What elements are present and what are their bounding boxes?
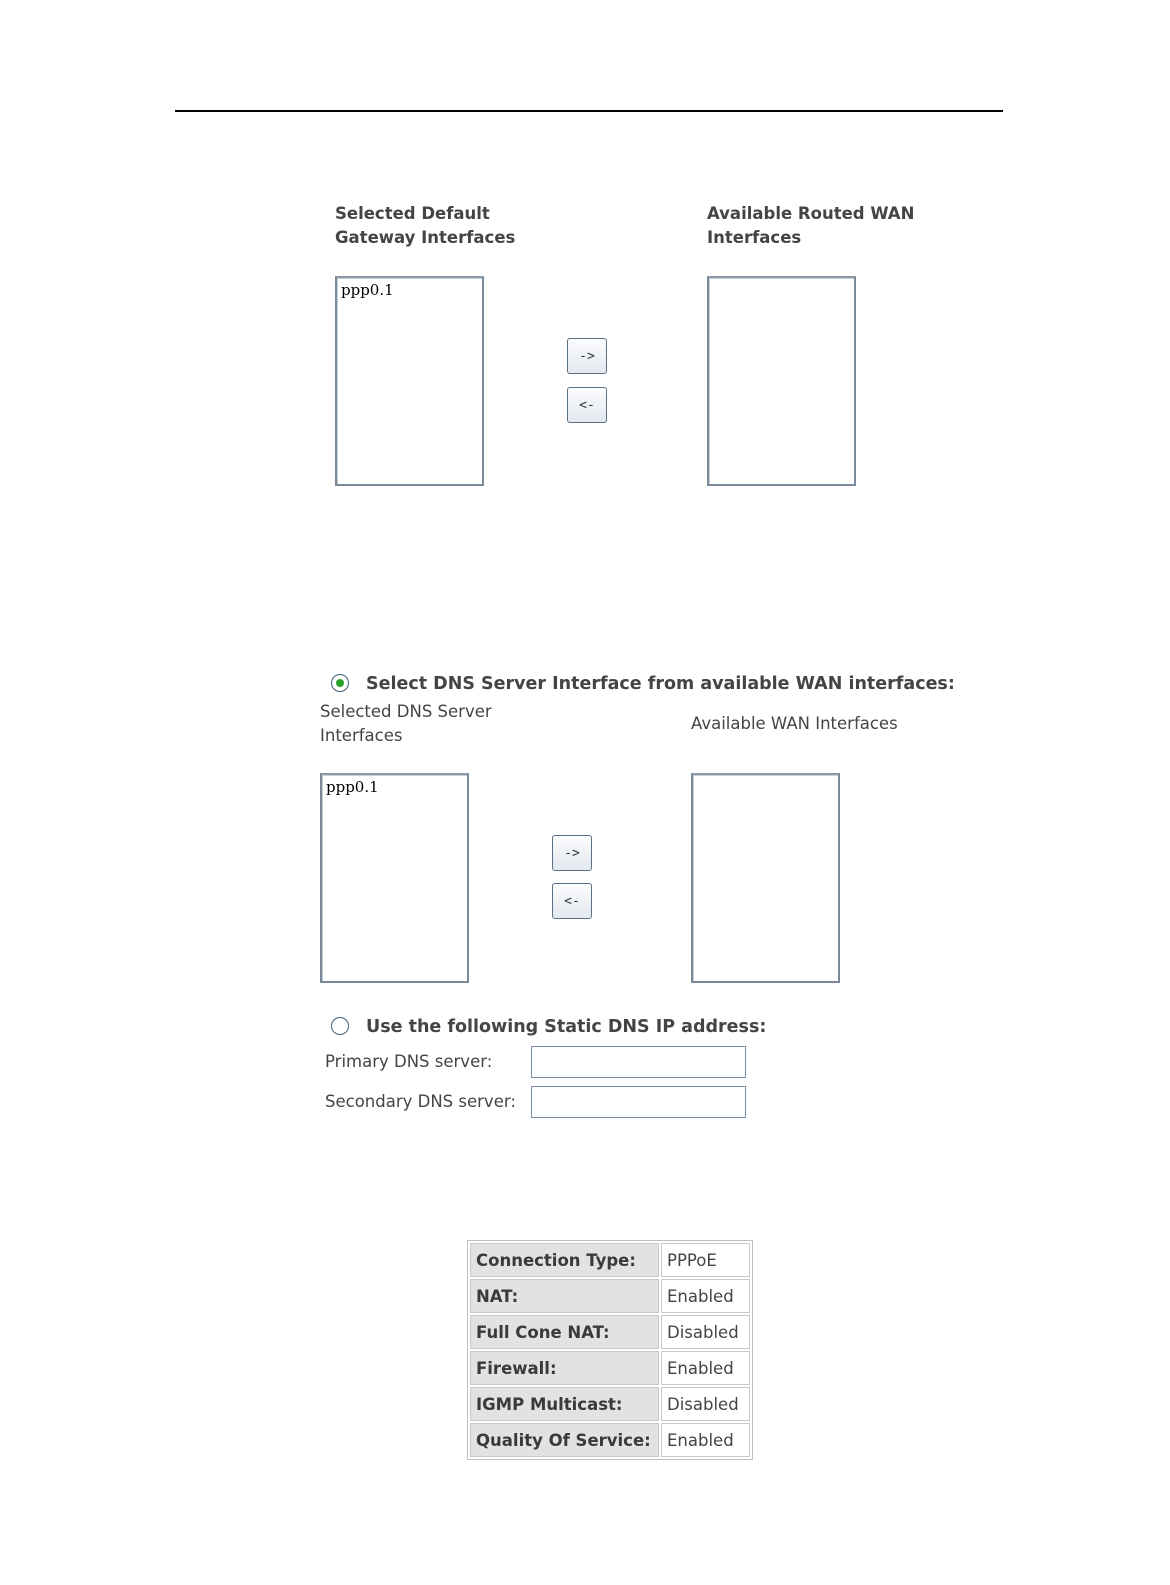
list-item[interactable]: ppp0.1 bbox=[326, 778, 379, 796]
table-row bbox=[470, 1423, 750, 1457]
summary-key: Quality Of Service: bbox=[470, 1423, 659, 1457]
secondary-dns-input[interactable] bbox=[531, 1086, 746, 1118]
table-row bbox=[470, 1315, 750, 1349]
selected-dns-listbox[interactable] bbox=[320, 773, 469, 983]
dns-interface-option-label: Select DNS Server Interface from available WAN interfaces: bbox=[366, 674, 955, 694]
available-wan-listbox[interactable] bbox=[691, 773, 840, 983]
primary-dns-label: Primary DNS server: bbox=[325, 1052, 493, 1071]
radio-selected-dot bbox=[336, 679, 344, 687]
static-dns-radio[interactable] bbox=[331, 1017, 349, 1035]
available-routed-wan-label: Available Routed WAN Interfaces bbox=[707, 204, 915, 247]
summary-value: Enabled bbox=[661, 1279, 750, 1313]
static-dns-option-label: Use the following Static DNS IP address: bbox=[366, 1017, 767, 1037]
selected-dns-label: Selected DNS Server Interfaces bbox=[320, 702, 492, 745]
summary-value: Enabled bbox=[661, 1423, 750, 1457]
available-routed-wan-listbox[interactable] bbox=[707, 276, 856, 486]
summary-value: PPPoE bbox=[661, 1243, 750, 1277]
summary-value: Disabled bbox=[661, 1387, 750, 1421]
connection-summary-table bbox=[467, 1240, 753, 1460]
primary-dns-input[interactable] bbox=[531, 1046, 746, 1078]
dns-move-left-button[interactable]: <- bbox=[552, 883, 592, 919]
move-left-button[interactable]: <- bbox=[567, 387, 607, 423]
summary-value: Enabled bbox=[661, 1351, 750, 1385]
dns-move-right-button[interactable]: -> bbox=[552, 835, 592, 871]
move-right-button[interactable]: -> bbox=[567, 338, 607, 374]
table-row bbox=[470, 1351, 750, 1385]
summary-key: NAT: bbox=[470, 1279, 659, 1313]
summary-key: Firewall: bbox=[470, 1351, 659, 1385]
summary-value: Disabled bbox=[661, 1315, 750, 1349]
table-row bbox=[470, 1387, 750, 1421]
list-item[interactable]: ppp0.1 bbox=[341, 281, 394, 299]
secondary-dns-label: Secondary DNS server: bbox=[325, 1092, 516, 1111]
table-row bbox=[470, 1279, 750, 1313]
summary-key: IGMP Multicast: bbox=[470, 1387, 659, 1421]
dns-interface-radio[interactable] bbox=[331, 674, 349, 692]
selected-gateway-label: Selected Default Gateway Interfaces bbox=[335, 204, 516, 247]
page-header-rule bbox=[175, 110, 1003, 112]
selected-gateway-listbox[interactable] bbox=[335, 276, 484, 486]
available-wan-label: Available WAN Interfaces bbox=[691, 714, 898, 733]
table-row bbox=[470, 1243, 750, 1277]
summary-key: Full Cone NAT: bbox=[470, 1315, 659, 1349]
summary-key: Connection Type: bbox=[470, 1243, 659, 1277]
